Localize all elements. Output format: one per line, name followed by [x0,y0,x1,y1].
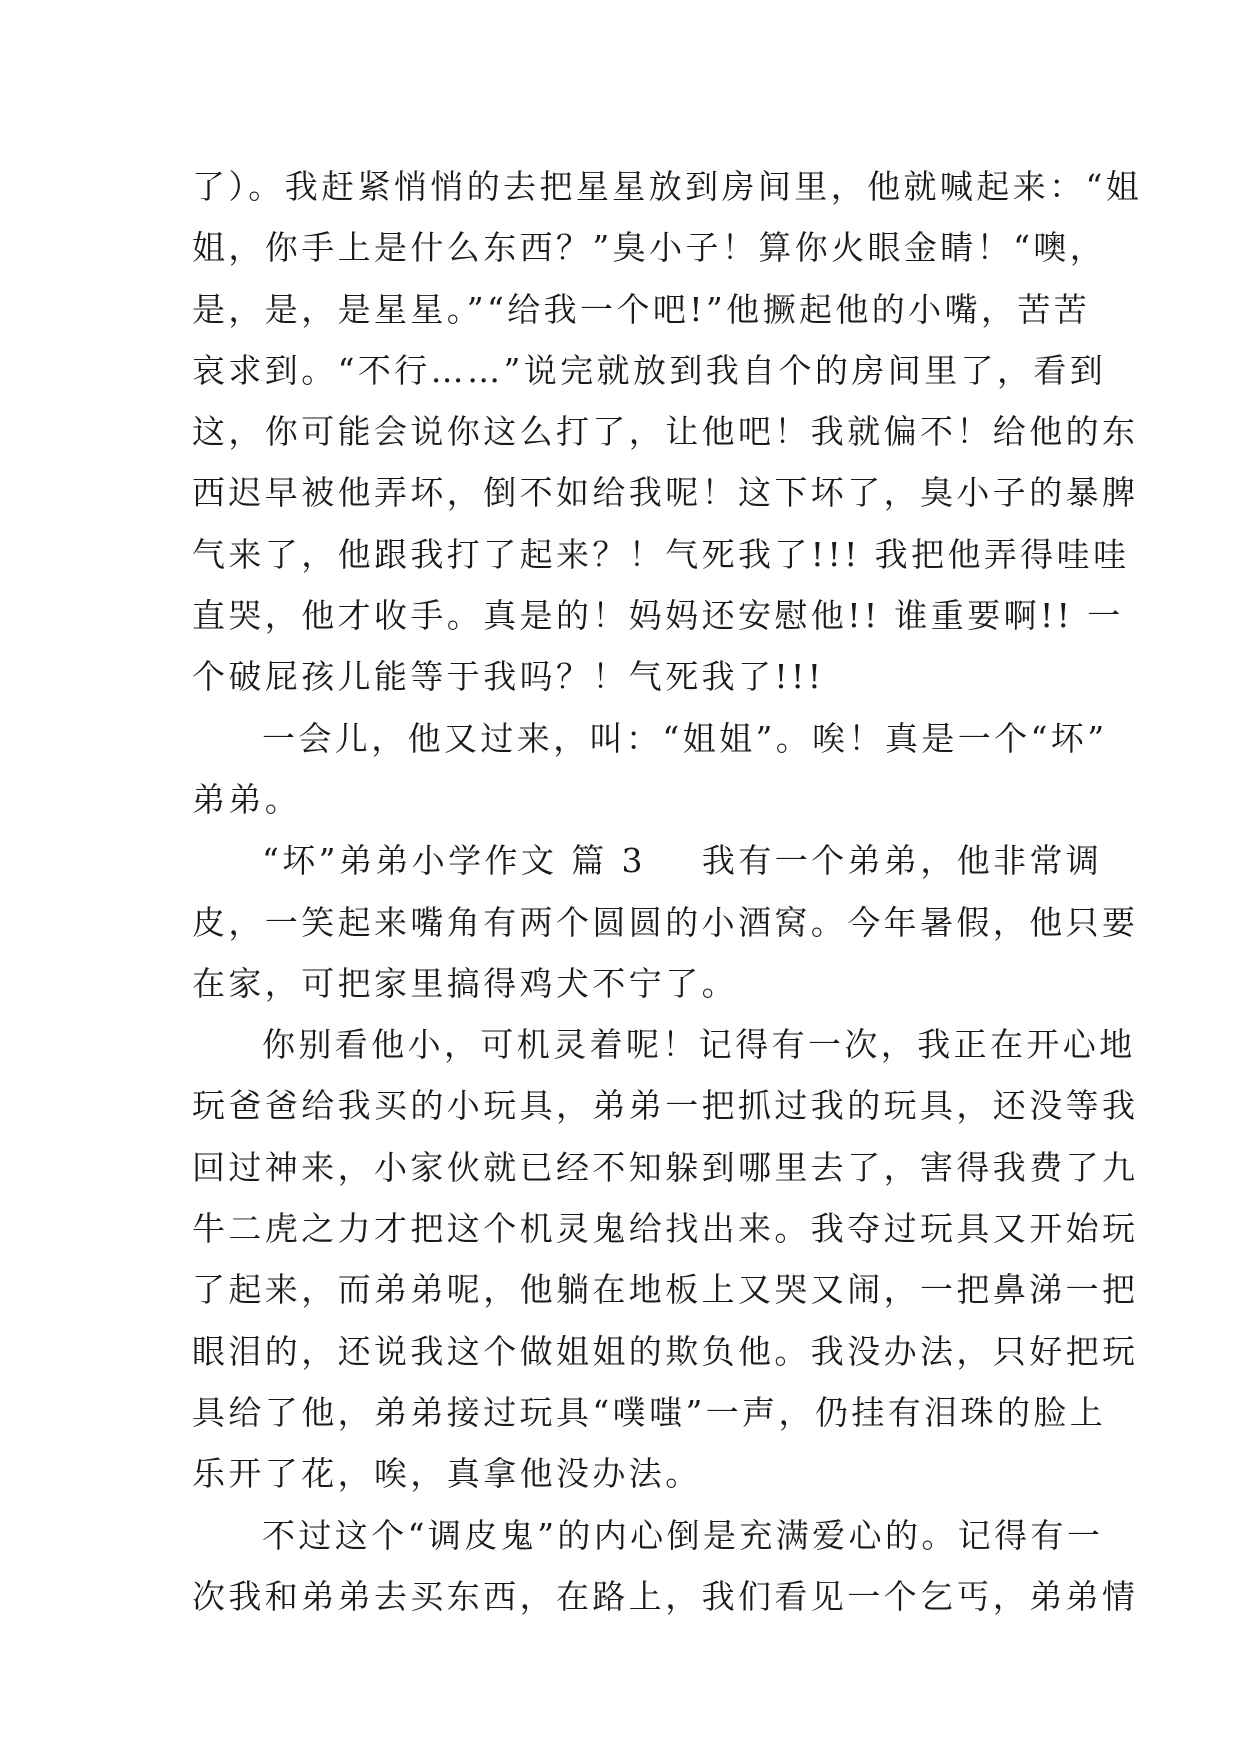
text-line: 皮，一笑起来嘴角有两个圆圆的小酒窝。今年暑假，他只要 [192,902,1139,942]
text-line: 你别看他小，可机灵着呢！记得有一次，我正在开心地 [262,1025,1136,1065]
text-line: 是，是，是星星。”“给我一个吧!”他撅起他的小嘴，苦苦 [192,289,1091,329]
text-line: 回过神来，小家伙就已经不知躲到哪里去了，害得我费了九 [192,1147,1139,1187]
text-line: 了起来，而弟弟呢，他躺在地板上又哭又闹，一把鼻涕一把 [192,1270,1139,1310]
essay-text [192,156,1143,1627]
text-line: 西迟早被他弄坏，倒不如给我呢！这下坏了，臭小子的暴脾 [192,473,1139,513]
text-line: 个破屁孩儿能等于我吗？！气死我了!!! [192,657,825,697]
text-line: 在家，可把家里搞得鸡犬不宁了。 [192,963,738,1003]
text-line: 直哭，他才收手。真是的！妈妈还安慰他!! 谁重要啊!! 一 [192,596,1124,636]
text-line: 一会儿，他又过来，叫：“姐姐”。唉！真是一个“坏” [262,718,1108,758]
paragraph-essay-3-intro [192,830,1139,1014]
text-line: 具给了他，弟弟接过玩具“噗嗤”一声，仍挂有泪珠的脸上 [192,1392,1107,1432]
paragraph-clever [192,1014,1139,1504]
paragraph-continued [192,156,1143,708]
text-line [192,830,1103,891]
essay-first-sentence: 我有一个弟弟，他非常调 [701,841,1103,881]
text-line: 这，你可能会说你这么打了，让他吧！我就偏不！给他的东 [192,412,1139,452]
text-line: 弟弟。 [192,779,302,819]
text-line: 不过这个“调皮鬼”的内心倒是充满爱心的。记得有一 [262,1515,1104,1555]
text-line: 乐开了花，唉，真拿他没办法。 [192,1454,702,1494]
text-line: 玩爸爸给我买的小玩具，弟弟一把抓过我的玩具，还没等我 [192,1086,1139,1126]
text-line: 次我和弟弟去买东西，在路上，我们看见一个乞丐，弟弟情 [192,1576,1139,1616]
text-line: 了）。我赶紧悄悄的去把星星放到房间里，他就喊起来：“姐 [192,167,1143,206]
text-line: 眼泪的，还说我这个做姐姐的欺负他。我没办法，只好把玩 [192,1331,1139,1371]
text-line: 哀求到。“不行……”说完就放到我自个的房间里了，看到 [192,350,1107,390]
essay-heading: “坏”弟弟小学作文 篇 3 [262,841,646,881]
paragraph-ending [192,708,1108,831]
paragraph-kind-heart [192,1505,1139,1628]
text-line: 气来了，他跟我打了起来？！气死我了!!! 我把他弄得哇哇 [192,534,1130,574]
text-line: 姐，你手上是什么东西？”臭小子！算你火眼金睛！“噢， [192,228,1107,268]
text-line: 牛二虎之力才把这个机灵鬼给找出来。我夺过玩具又开始玩 [192,1209,1139,1249]
